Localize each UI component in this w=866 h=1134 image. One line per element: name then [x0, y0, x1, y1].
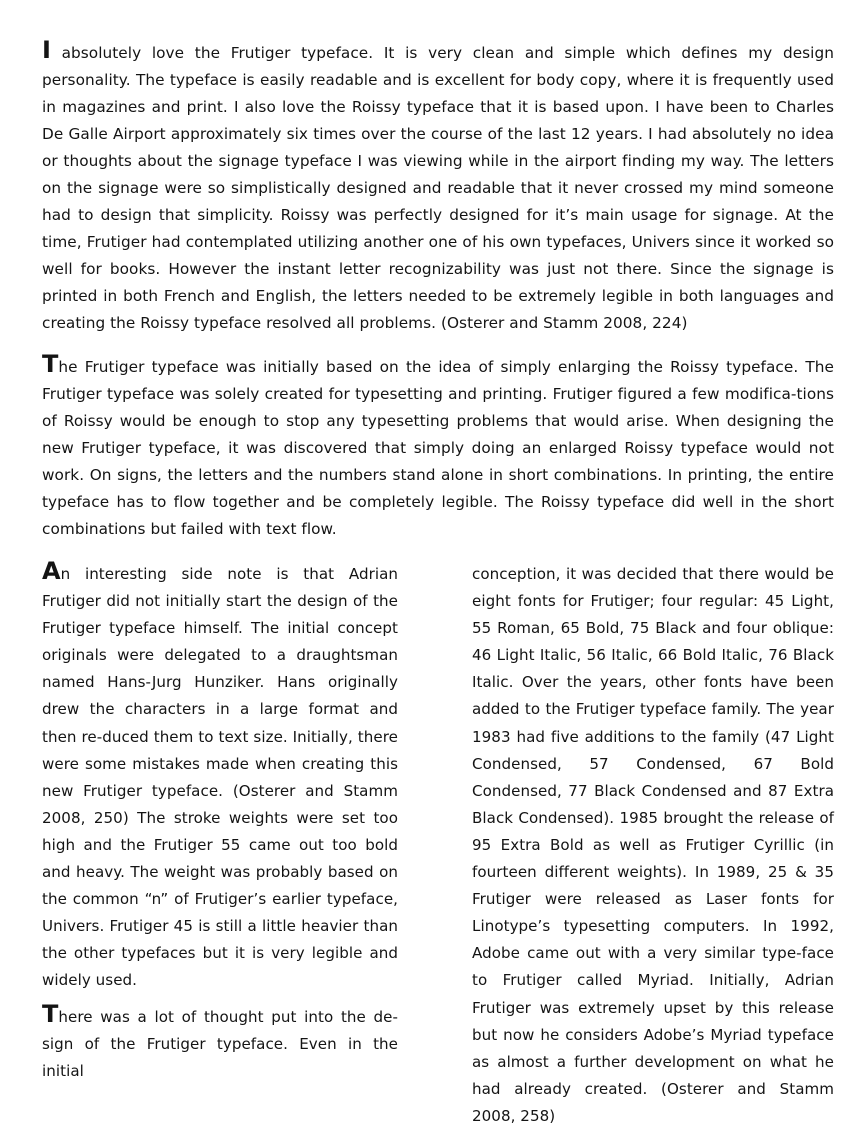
two-column-section [42, 557, 834, 1130]
drop-cap-initial: A [42, 557, 61, 585]
paragraph-frutiger-love [42, 36, 834, 337]
left-column [42, 557, 398, 1085]
drop-cap-initial: I [42, 36, 51, 64]
paragraph-body-text: conception, it was decided that there would be eight fonts for Frutiger; four regular: 45 Light, 55 Roman, 65 Bold, 75 Black and four oblique: 46 Light Italic, 56 Italic, 66 Bold Italic, 76 Black Italic. Over the years, other fonts have been added to the Frutiger typeface family. The year 1983 had five additions to the family (47 Light Condensed, 57 Condensed, 67 Bold Condensed, 77 Black Condensed and 87 Extra Black Condensed). 1985 brought the release of 95 Extra Bold as well as Frutiger Cyrillic (in fourteen different weights). In 1989, 25 & 35 Frutiger were released as Laser fonts for Linotype’s typesetting computers. In 1992, Adobe came out with a very similar type-face to Frutiger called Myriad. Initially, Adrian Frutiger was extremely upset by this release but now he considers Adobe’s Myriad typeface as almost a further development on what he had already created. (Osterer and Stamm 2008, 258) [472, 565, 834, 1125]
paragraph-body-text: n interesting side note is that Adrian Frutiger did not initially start the design of the Frutiger typeface himself. The initial concept originals were delegated to a draughtsman named Hans-Jurg Hunziker. Hans originally drew the characters in a large format and then re-duced them to text size. Initially, there were some mistakes made when creating this new Frutiger typeface. (Osterer and Stamm 2008, 250) The stroke weights were set too high and the Frutiger 55 came out too bold and heavy. The weight was probably based on the common “n” of Frutiger’s earlier typeface, Univers. Frutiger 45 is still a little heavier than the other typefaces but it is very legible and widely used. [42, 565, 398, 990]
paragraph-body-text: absolutely love the Frutiger typeface. It is very clean and simple which defines my design personality. The typeface is easily readable and is excellent for body copy, where it is frequently used in magazines and print. I also love the Roissy typeface that it is based upon. I have been to Charles De Galle Airport approximately six times over the course of the last 12 years. I had absolutely no idea or thoughts about the signage typeface I was viewing while in the airport finding my way. The letters on the signage were so simplistically designed and readable that it never crossed my mind someone had to design that simplicity. Roissy was perfectly designed for it’s main usage for signage. At the time, Frutiger had contemplated utilizing another one of his own typefaces, Univers since it worked so well for books. However the instant letter recognizability was just not there. Since the signage is printed in both French and English, the letters needed to be extremely legible in both languages and creating the Roissy typeface resolved all problems. (Osterer and Stamm 2008, 224) [42, 44, 834, 332]
right-column [472, 561, 834, 1130]
paragraph-frutiger-origin [42, 350, 834, 543]
drop-cap-initial: T [42, 999, 59, 1028]
paragraph-body-text: he Frutiger typeface was initially based on the idea of simply enlarging the Roissy typeface. The Frutiger typeface was solely created for typesetting and printing. Frutiger figured a few modifica-tions of Roissy would be enough to stop any typesetting problems that would arise. When designing the new Frutiger typeface, it was discovered that simply doing an enlarged Roissy typeface would not work. On signs, the letters and the numbers stand alone in short combinations. In printing, the entire typeface has to flow together and be completely legible. The Roissy typeface did well in the short combinations but failed with text flow. [42, 358, 834, 538]
paragraph-side-note [42, 557, 398, 995]
paragraph-font-family-history [472, 561, 834, 1130]
document-page [42, 36, 834, 1130]
paragraph-design-thought [42, 999, 398, 1085]
paragraph-body-text: here was a lot of thought put into the de-sign of the Frutiger typeface. Even in the initial [42, 1007, 398, 1080]
drop-cap-initial: T [42, 350, 59, 378]
